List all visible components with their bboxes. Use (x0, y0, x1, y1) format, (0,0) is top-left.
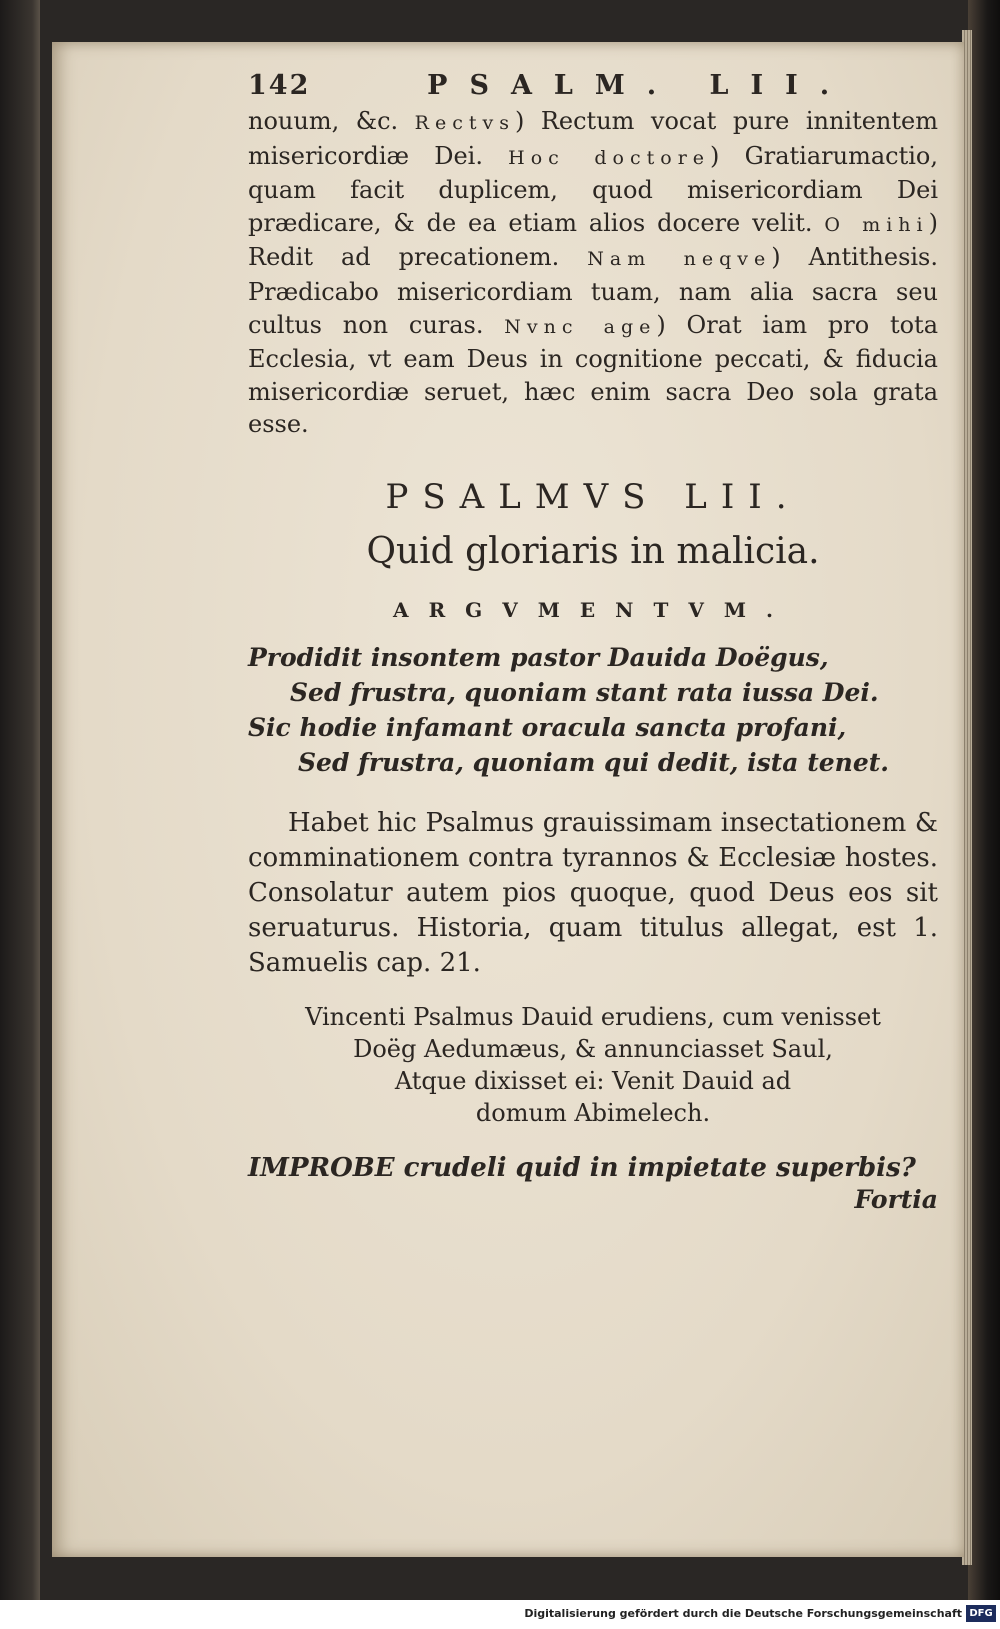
commentary-paragraph (248, 105, 938, 441)
page-number: 142 (248, 70, 311, 101)
first-verse: IMPROBE crudeli quid in impietate superbis? (248, 1152, 916, 1183)
running-title: PSALM. LII. (427, 70, 852, 101)
commentary-text: ) Rectum vocat pure innitentem misericordiæ Dei. (248, 107, 938, 170)
psalm-incipit: Quid gloriaris in malicia. (366, 530, 820, 572)
scan-background-right (968, 0, 1000, 1629)
commentary-text: ) Gratiarumactio, quam facit duplicem, quod misericordiam Dei prædicare, & de ea etiam alios docere velit. (248, 141, 938, 237)
psalm-title-block (248, 1001, 938, 1129)
argumentum-heading: ARGVMENTVM. (393, 597, 793, 622)
dfg-logo: DFG (966, 1605, 996, 1622)
lemma: Hoc doctore (508, 146, 711, 169)
lemma: Nam neqve (587, 248, 772, 271)
running-head (248, 70, 938, 101)
lemma: Rectvs (414, 112, 515, 134)
psalm-heading: PSALMVS LII. (385, 476, 801, 517)
argumentum-verse: Sic hodie infamant oracula sancta profani, (248, 712, 847, 742)
title-line: Vincenti Psalmus Dauid erudiens, cum venisset (305, 1002, 881, 1031)
commentary-text: ) Orat iam pro tota Ecclesia, vt eam Deus in cognitione peccati, & fiducia misericordiæ seruet, hæc enim sacra Deo sola grata esse. (248, 310, 938, 439)
title-line: Doëg Aedumæus, & annunciasset Saul, (353, 1034, 833, 1063)
commentary-text: ) Antithesis. Prædicabo misericordiam tuam, nam alia sacra seu cultus non curas. (248, 243, 939, 339)
lemma: Nvnc age (504, 315, 657, 338)
digitization-footer (0, 1600, 1000, 1629)
argumentum-verse: Prodidit insontem pastor Dauida Doëgus, (248, 642, 829, 672)
commentary-text: ) Redit ad precationem. (248, 208, 938, 272)
argumentum-verse: Sed frustra, quoniam stant rata iussa Dei. (290, 677, 879, 707)
book-page (52, 42, 964, 1557)
funding-credit: Digitalisierung gefördert durch die Deutsche Forschungsgemeinschaft (524, 1607, 962, 1620)
catchword: Fortia (854, 1184, 938, 1214)
intro-paragraph: Habet hic Psalmus grauissimam insectationem & comminationem contra tyrannos & Ecclesiæ hostes. Consolatur autem pios quoque, quod Deus eos sit seruaturus. Historia, quam titulus allegat, est 1. Samuelis cap. 21. (248, 807, 938, 978)
scan-background-left (0, 0, 40, 1629)
argumentum-verse: Sed frustra, quoniam qui dedit, ista tenet. (298, 747, 889, 777)
title-line: Atque dixisset ei: Venit Dauid ad (394, 1066, 792, 1095)
title-line: domum Abimelech. (475, 1098, 711, 1127)
lemma: O mihi (824, 213, 929, 236)
commentary-text: nouum, &c. (248, 107, 415, 135)
text-block (248, 70, 938, 1214)
